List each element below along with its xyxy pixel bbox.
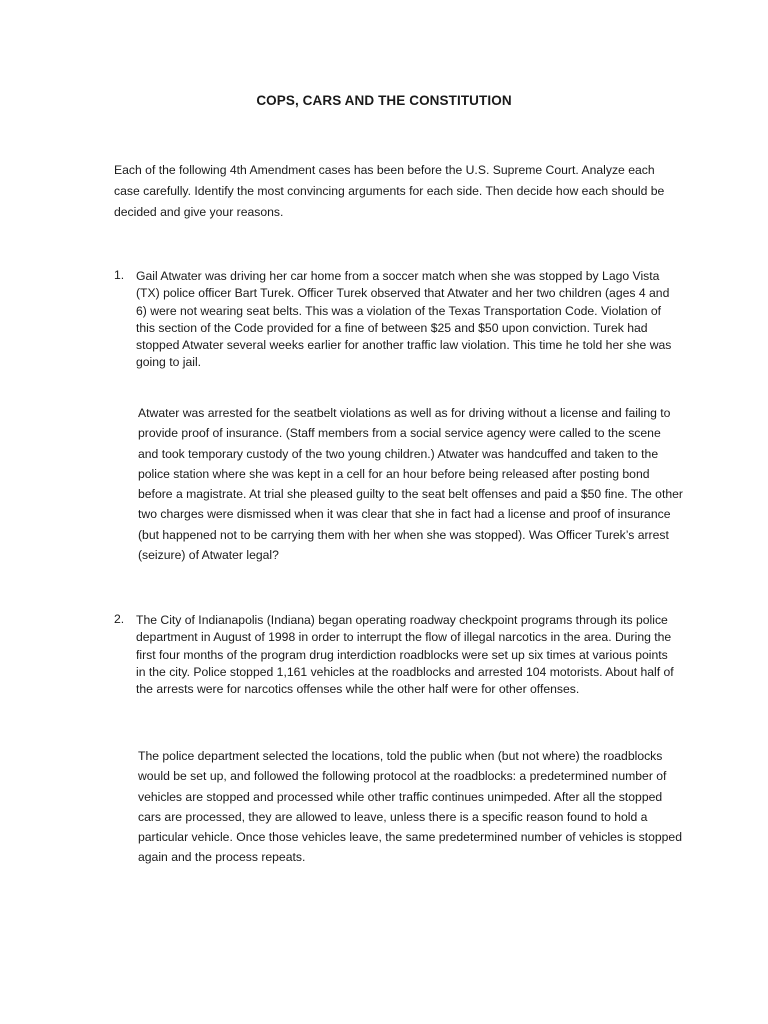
case-number-2: 2. <box>114 612 125 626</box>
intro-paragraph: Each of the following 4th Amendment cases has been before the U.S. Supreme Court. Analyze each case carefully. Identify the most convincing arguments for each side. Then decide how each should be decided and give your reasons. <box>114 163 665 219</box>
case-number-1: 1. <box>114 268 125 282</box>
case-paragraph-2: The police department selected the locations, told the public when (but not where) the roadblocks would be set up, and followed the following protocol at the roadblocks: a predetermined number of vehicles are stopped and processed while other traffic continues unimpeded. After all the stopped cars are processed, they are allowed to leave, unless there is a specific reason found to hold a particular vehicle. Once those vehicles leave, the same predetermined number of vehicles is stopped again and the process repeats. <box>138 749 682 865</box>
case-text-2: The City of Indianapolis (Indiana) began operating roadway checkpoint programs through its police department in August of 1998 in order to interrupt the flow of illegal narcotics in the area. During the first four months of the program drug interdiction roadblocks were set up six times at various points in the city. Police stopped 1,161 vehicles at the roadblocks and arrested 104 motorists. About half of the arrests were for narcotics offenses while the other half were for other offenses. <box>136 613 674 697</box>
document-title: COPS, CARS AND THE CONSTITUTION <box>256 93 512 108</box>
case-paragraph-1: Atwater was arrested for the seatbelt violations as well as for driving without a license and failing to provide proof of insurance. (Staff members from a social service agency were called to the scene and took temporary custody of the two young children.) Atwater was handcuffed and taken to the police station where she was kept in a cell for an hour before being released after posting bond before a magistrate. At trial she pleased guilty to the seat belt offenses and paid a $50 fine. The other two charges were dismissed when it was clear that she in fact had a license and proof of insurance (but happened not to be carrying them with her when she was stopped). Was Officer Turek’s arrest (seizure) of Atwater legal? <box>138 406 683 563</box>
case-text-1: Gail Atwater was driving her car home from a soccer match when she was stopped by Lago Vista (TX) police officer Bart Turek. Officer Turek observed that Atwater and her two children (ages 4 and 6) were not wearing seat belts. This was a violation of the Texas Transportation Code. Violation of this section of the Code provided for a fine of between $25 and $50 upon conviction. Turek had stopped Atwater several weeks earlier for another traffic law violation. This time he told her she was going to jail. <box>136 269 672 370</box>
